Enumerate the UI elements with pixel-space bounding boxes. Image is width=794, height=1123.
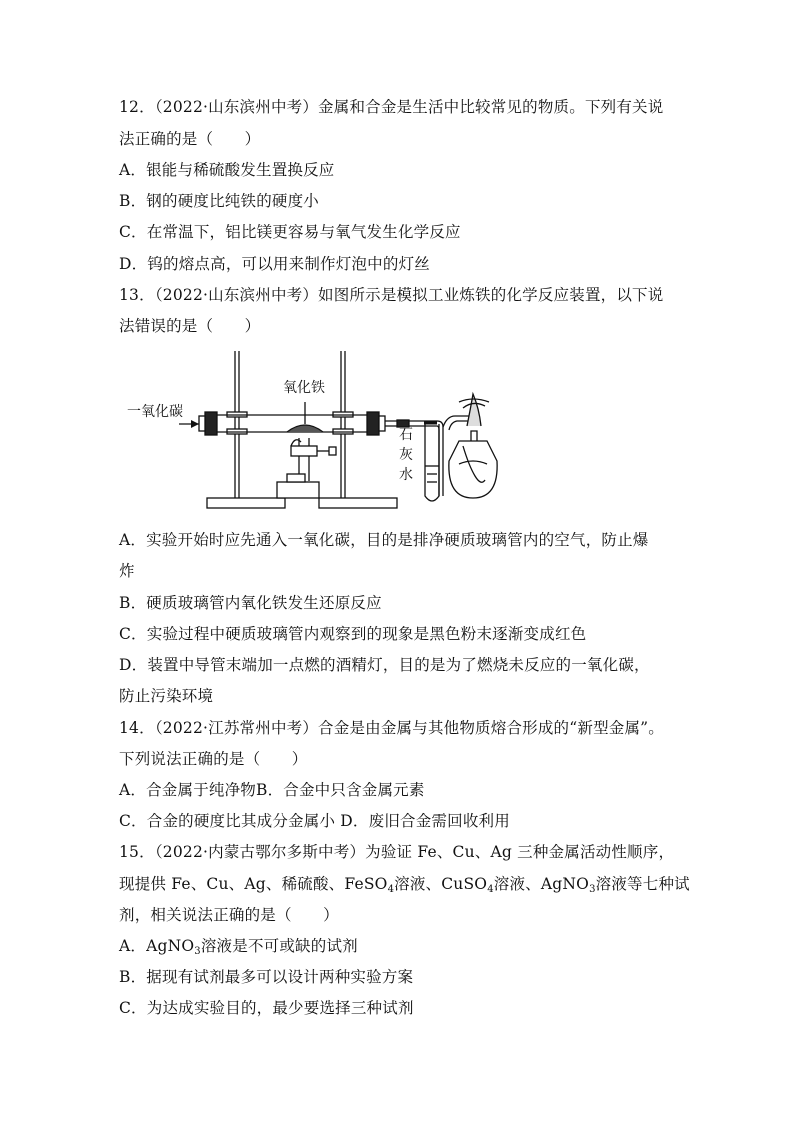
label-limewater-3: 水 <box>399 467 413 483</box>
label-limewater-2: 灰 <box>399 447 413 463</box>
q14-options-cd: C．合金的硬度比其成分金属小 D．废旧合金需回收利用 <box>119 812 510 830</box>
q14-stem-line2: 下列说法正确的是（ ） <box>119 750 308 768</box>
q13-option-d-line1: D．装置中导管末端加一点燃的酒精灯，目的是为了燃烧未反应的一氧化碳， <box>119 656 650 674</box>
q13-option-a-line1: A．实验开始时应先通入一氧化碳，目的是排净硬质玻璃管内的空气，防止爆 <box>119 531 649 549</box>
q13-stem-line1: 13．（2022·山东滨州中考）如图所示是模拟工业炼铁的化学反应装置，以下说 <box>119 286 664 304</box>
label-limewater-1: 石 <box>399 427 413 443</box>
q12-stem-line2: 法正确的是（ ） <box>119 130 261 148</box>
q15-stem-line1: 15．（2022·内蒙古鄂尔多斯中考）为验证 Fe、Cu、Ag 三种金属活动性顺序， <box>119 843 675 861</box>
test-tube-limewater <box>425 424 439 501</box>
q15-option-c: C．为达成实验目的，最少要选择三种试剂 <box>119 999 414 1017</box>
q13-option-d-line2: 防止污染环境 <box>119 687 214 705</box>
alcohol-lamp <box>277 482 319 498</box>
q13-stem-line2: 法错误的是（ ） <box>119 317 261 335</box>
label-carbon-monoxide: 一氧化碳 <box>127 404 183 420</box>
q14-options-ab: A．合金属于纯净物B．合金中只含金属元素 <box>119 781 425 799</box>
q12-option-a: A．银能与稀硫酸发生置换反应 <box>119 161 335 179</box>
q15-option-b: B．据现有试剂最多可以设计两种实验方案 <box>119 968 414 986</box>
right-alcohol-lamp <box>449 441 497 498</box>
q14-stem-line1: 14．（2022·江苏常州中考）合金是由金属与其他物质熔合形成的“新型金属”。 <box>119 719 664 737</box>
label-iron-oxide: 氧化铁 <box>283 380 325 396</box>
q12-option-b: B．钢的硬度比纯铁的硬度小 <box>119 192 319 210</box>
q13-option-b: B．硬质玻璃管内氧化铁发生还原反应 <box>119 594 382 612</box>
left-stand-base <box>207 498 285 508</box>
q12-stem-line1: 12．（2022·山东滨州中考）金属和合金是生活中比较常见的物质。下列有关说 <box>119 98 664 116</box>
q12-option-d: D．钨的熔点高，可以用来制作灯泡中的灯丝 <box>119 255 430 273</box>
iron-oxide-powder <box>287 425 323 432</box>
q15-stem-line2: 现提供 Fe、Cu、Ag、稀硫酸、FeSO$_4$溶液、CuSO$_4$溶液、AgNO$_3$溶液等七种试 <box>119 875 690 895</box>
q13-option-a-line2: 炸 <box>119 562 135 580</box>
q15-stem-line3: 剂，相关说法正确的是（ ） <box>119 906 339 924</box>
iron-smelting-apparatus-diagram <box>119 346 679 516</box>
q12-option-c: C．在常温下，铝比镁更容易与氧气发生化学反应 <box>119 223 461 241</box>
left-stopper <box>205 412 217 435</box>
right-stand-base <box>319 498 397 508</box>
q15-option-a: A．AgNO$_3$溶液是不可或缺的试剂 <box>119 937 358 957</box>
right-stopper <box>367 412 379 435</box>
q13-option-c: C．实验过程中硬质玻璃管内观察到的现象是黑色粉末逐渐变成红色 <box>119 625 587 643</box>
